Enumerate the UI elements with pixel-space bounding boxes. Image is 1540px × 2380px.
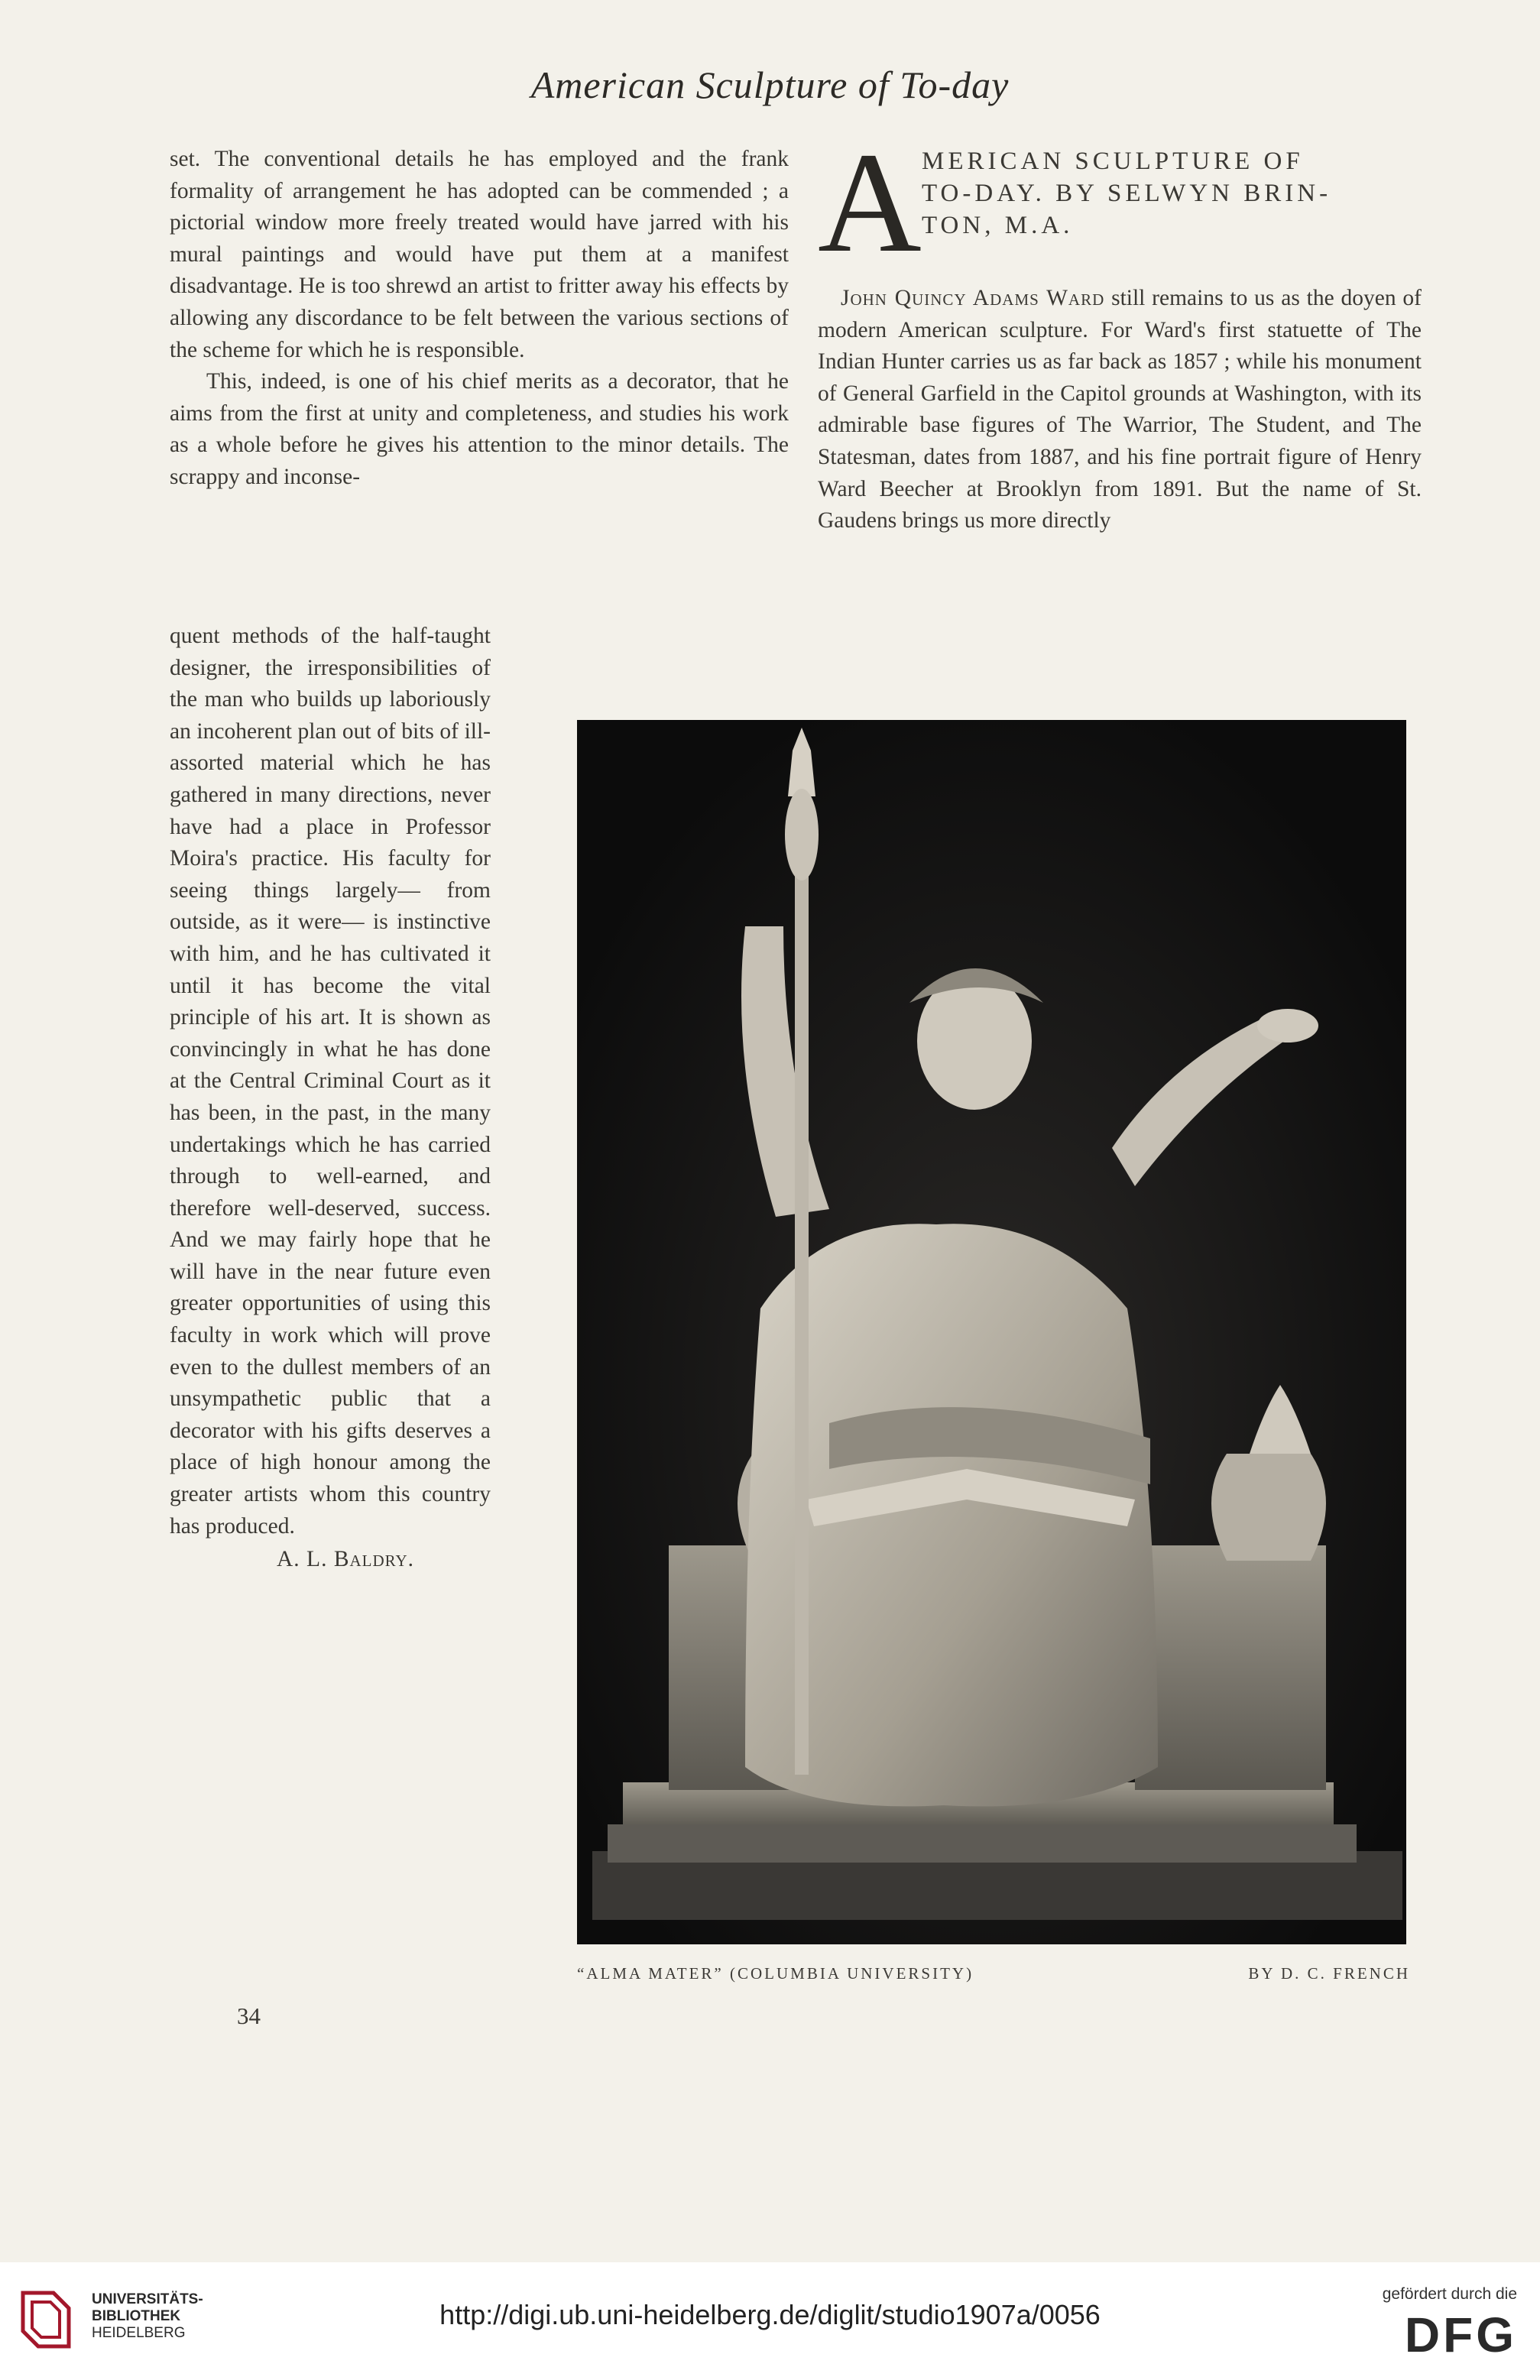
title-line-2: TO-DAY. BY SELWYN BRIN-	[922, 180, 1332, 207]
alma-mater-statue-image	[577, 720, 1406, 1944]
caption-title: “ALMA MATER” (COLUMBIA UNIVERSITY)	[577, 1964, 974, 1983]
left-column-narrow	[170, 621, 491, 1576]
sponsor-block	[1383, 2285, 1517, 2362]
sculpture-photograph	[577, 720, 1406, 1944]
library-line-2: BIBLIOTHEK	[92, 2308, 181, 2324]
left-column-top	[170, 144, 789, 494]
left-paragraph-1: set. The conventional details he has employed and the frank formality of arrangement he has adopted can be commended ; a pictorial window more freely treated would have jarred with his mural paintings and would have put them at a manifest disadvantage. He is too shrewd an artist to fritter away his effects by allowing any discordance to be felt between the various sections of the scheme for which he is responsible.	[170, 147, 789, 362]
library-line-3: HEIDELBERG	[92, 2325, 186, 2341]
paragraph-body: still remains to us as the doyen of modern American sculpture. For Ward's first statuette of The Indian Hunter carries us as far back as 1857 ; while his monument of General Garfield in the Capitol grounds at Washington, with its admirable base figures of The Warrior, The Student, and The Statesman, dates from 1887, and his fine portrait figure of Henry Ward Beecher at Brooklyn from 1891. But the name of St. Gaudens brings us more directly	[818, 286, 1422, 533]
article-paragraph-1	[818, 283, 1422, 537]
drop-cap: A	[818, 122, 922, 282]
digitization-footer	[0, 2262, 1540, 2380]
title-line-1: MERICAN SCULPTURE OF	[922, 148, 1304, 175]
dfg-logo: DFG	[1404, 2307, 1517, 2362]
library-line-1: UNIVERSITÄTS-	[92, 2291, 203, 2307]
article-signature: A. L. Baldry.	[277, 1547, 415, 1572]
article-title	[818, 122, 1422, 282]
paragraph-lead: John Quincy Adams Ward	[841, 286, 1105, 310]
sponsor-label: gefördert durch die	[1382, 2285, 1517, 2303]
running-head: American Sculpture of To-day	[530, 63, 1010, 106]
title-line-3: TON, M.A.	[922, 212, 1074, 239]
page-number: 34	[237, 2002, 261, 2029]
left-paragraph-2-wide: This, indeed, is one of his chief merits as a decorator, that he aims from the first at unity and completeness, and studies his work as a whole before he gives his attention to the minor details. The scrappy and inconse-	[170, 369, 789, 489]
left-paragraph-2-narrow: quent methods of the half-taught designer, the irresponsibilities of the man who builds up laboriously an incoherent plan out of bits of ill-assorted material which he has gathered in many directions, never have had a place in Professor Moira's practice. His faculty for seeing things largely— from outside, as it were— is instinctive with him, and he has cultivated it until it has become the vital principle of his art. It is shown as convincingly in what he has done at the Central Criminal Court as it has been, in the past, in the many undertakings which he has carried through to well-earned, and therefore well-deserved, success. And we may fairly hope that he will have in the near future even greater opportunities of using this faculty in work which will prove even to the dullest members of an unsympathetic public that a decorator with his gifts deserves a place of high honour among the greater artists whom this country has produced.	[170, 624, 491, 1539]
right-column	[818, 122, 1422, 537]
caption-credit: BY D. C. FRENCH	[1248, 1964, 1410, 1983]
permalink-url[interactable]: http://digi.ub.uni-heidelberg.de/diglit/studio1907a/0056	[439, 2299, 1101, 2330]
title-lines	[922, 145, 1422, 242]
